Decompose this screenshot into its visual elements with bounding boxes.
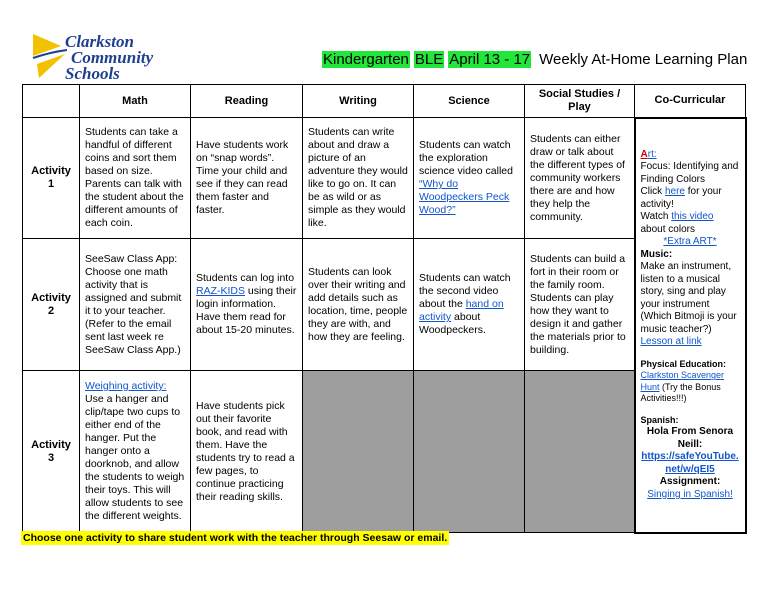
spanish-hola: Hola From Senora Neill: xyxy=(646,426,734,450)
header-social-studies: Social Studies / Play xyxy=(525,85,635,118)
art-click-text: Click xyxy=(640,186,665,198)
row-label: Activity 3 xyxy=(23,371,80,533)
woodpecker-video-link[interactable]: “Why do Woodpeckers Peck Wood?” xyxy=(419,178,510,216)
hand-on-activity-link[interactable]: hand on activity xyxy=(419,298,504,323)
weighing-activity-link[interactable]: Weighing activity: xyxy=(85,380,167,392)
writing-cell: Students can write about and draw a picture of an adventure they would like to go on. It can be as wild or as simple as they would like. xyxy=(303,118,414,239)
title-plan: Weekly At-Home Learning Plan xyxy=(539,50,748,68)
header-corner xyxy=(23,85,80,118)
district-logo xyxy=(31,30,191,86)
reading-text: Students can log into xyxy=(196,272,295,284)
music-title: Music: xyxy=(640,248,673,260)
music-text: Make an instrument, listen to a musical story, sing and play your instrument (Which Bitmoji is your music teacher?) xyxy=(640,261,737,335)
writing-cell: Students can look over their writing and add details such as location, time, people they are with, and how they are feeling. xyxy=(303,239,414,371)
math-cell: SeeSaw Class App: Choose one math activity that is assigned and submit it to your teacher. (Refer to the email sent last week re SeeSaw Class App.) xyxy=(80,239,191,371)
social-studies-cell: Students can build a fort in their room or the family room. Students can play how they want to design it and gather the materials prior to building. xyxy=(525,239,635,371)
reading-cell: Have students work on “snap words”. Time your child and see if they can read them faster and faster. xyxy=(191,118,303,239)
art-letter-a: A xyxy=(640,148,648,160)
cocurricular-cell xyxy=(635,118,746,533)
row-label: Activity 1 xyxy=(23,118,80,239)
art-watch-text: Watch xyxy=(640,211,672,223)
empty-social-studies-cell xyxy=(525,371,635,533)
spanish-video-link[interactable]: https://safeYouTube.net/w/qEI5 xyxy=(641,451,739,475)
empty-writing-cell xyxy=(303,371,414,533)
header-writing: Writing xyxy=(303,85,414,118)
extra-art-link[interactable]: *Extra ART* xyxy=(663,236,717,248)
social-studies-cell: Students can either draw or talk about the different types of community workers there are and how they help the community. xyxy=(525,118,635,239)
reading-text-2: using their login information. Have them read for about 15-20 minutes. xyxy=(196,285,297,336)
science-cell xyxy=(414,118,525,239)
art-title-link[interactable]: rt: xyxy=(647,148,657,160)
scavenger-hunt-link[interactable]: Clarkston Scavenger Hunt xyxy=(640,370,725,392)
reading-cell: Have students pick out their favorite book, and read with them. Have the students try to read a few pages, to continue practicing their reading skills. xyxy=(191,371,303,533)
reading-cell xyxy=(191,239,303,371)
math-text: Use a hanger and clip/tape two cups to either end of the hanger. Put the hanger onto a doorknob, and allow the students to weigh their toys. This will allow students to see the different weights. xyxy=(85,393,185,522)
science-text-2: about Woodpeckers. xyxy=(419,311,486,336)
logo-line-1: Clarkston xyxy=(65,32,134,51)
footer-instruction: Choose one activity to share student work with the teacher through Seesaw or email. xyxy=(23,532,448,544)
title-grade: Kindergarten xyxy=(323,50,409,68)
pe-text: (Try the Bonus Activities!!!) xyxy=(640,381,721,404)
header-row xyxy=(23,85,746,118)
math-cell: Students can take a handful of different coins and sort them based on size. Parents can talk with the student about the different amounts of each coin. xyxy=(80,118,191,239)
science-text: Students can watch the second video about the xyxy=(419,272,511,310)
raz-kids-link[interactable]: RAZ-KIDS xyxy=(196,285,246,297)
science-cell xyxy=(414,239,525,371)
logo-line-2: Community xyxy=(71,48,154,67)
header-science: Science xyxy=(414,85,525,118)
singing-spanish-link[interactable]: Singing in Spanish! xyxy=(647,488,733,500)
header-reading: Reading xyxy=(191,85,303,118)
art-activity-text: for your activity! xyxy=(640,186,722,210)
pe-title: Physical Education: xyxy=(640,358,727,369)
page-title xyxy=(322,49,747,69)
spanish-assignment: Assignment: xyxy=(659,476,721,488)
art-focus: Focus: Identifying and Finding Colors xyxy=(640,161,739,185)
spanish-title: Spanish: xyxy=(640,414,679,425)
row-label: Activity 2 xyxy=(23,239,80,371)
science-text: Students can watch the exploration science video called xyxy=(419,139,513,177)
header-math: Math xyxy=(80,85,191,118)
art-video-link[interactable]: this video xyxy=(671,211,714,223)
logo-line-3: Schools xyxy=(65,64,120,83)
learning-plan-table xyxy=(22,84,747,534)
header-cocurricular: Co-Curricular xyxy=(635,85,746,118)
empty-science-cell xyxy=(414,371,525,533)
math-cell xyxy=(80,371,191,533)
title-program: BLE xyxy=(414,50,444,68)
art-here-link[interactable]: here xyxy=(664,186,685,198)
activity-row-1 xyxy=(23,118,746,239)
title-dates: April 13 - 17 xyxy=(449,50,531,68)
art-about-text: about colors xyxy=(640,223,695,235)
music-lesson-link[interactable]: Lesson at link xyxy=(640,336,702,348)
